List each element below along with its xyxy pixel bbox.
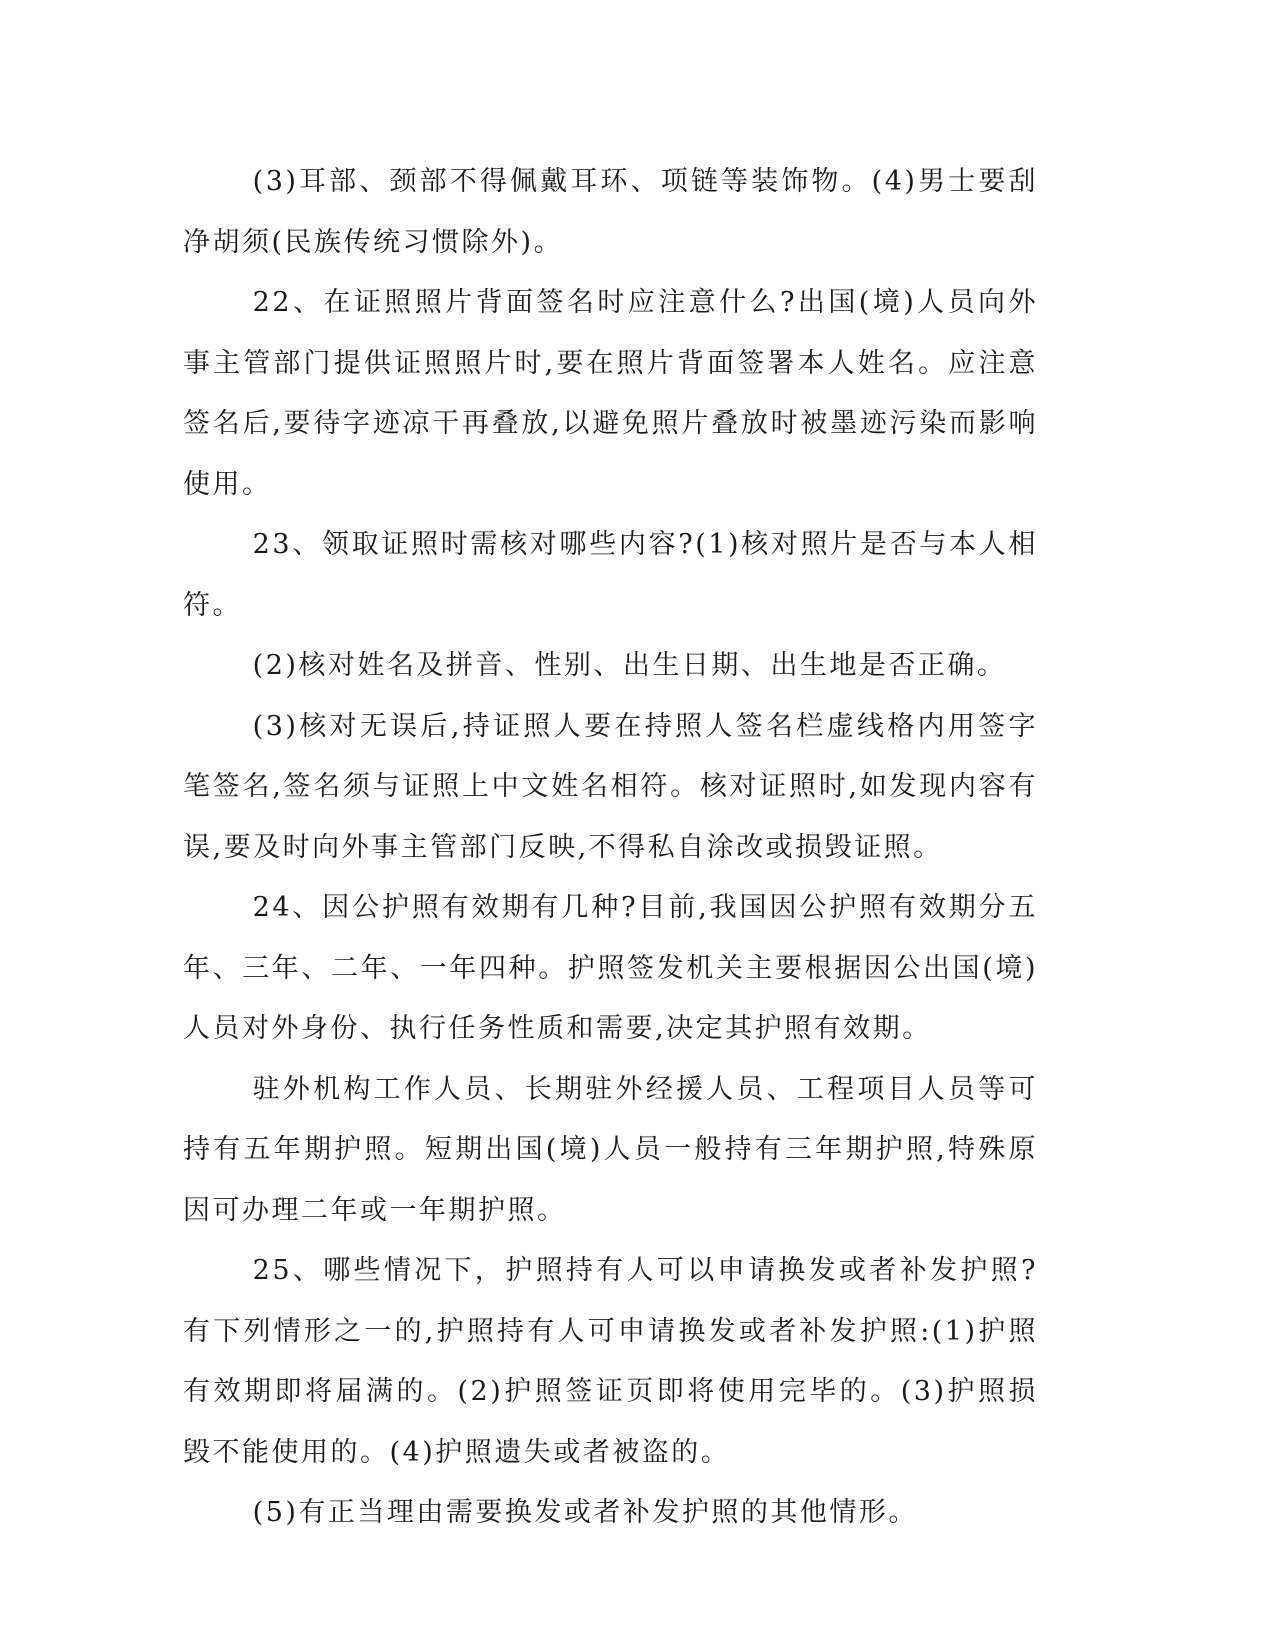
paragraph-q24-validity: 24、因公护照有效期有几种?目前,我国因公护照有效期分五年、三年、二年、一年四种。护照签发机关主要根据因公出国(境)人员对外身份、执行任务性质和需要,决定其护照有效期。: [183, 892, 1038, 1044]
paragraph-q25-item-5: (5)有正当理由需要换发或者补发护照的其他情形。: [252, 1497, 918, 1528]
paragraph-q23-verify-contents: 23、领取证照时需核对哪些内容?(1)核对照片是否与本人相符。: [183, 529, 1038, 621]
paragraph-q22-photo-signature: 22、在证照照片背面签名时应注意什么?出国(境)人员向外事主管部门提供证照照片时,要在照片背面签署本人姓名。应注意签名后,要待字迹凉干再叠放,以避免照片叠放时被墨迹污染而影响使用。: [183, 287, 1038, 500]
paragraph-grooming-rules: (3)耳部、颈部不得佩戴耳环、项链等装饰物。(4)男士要刮净胡须(民族传统习惯除外)。: [183, 166, 1038, 258]
paragraph-q23-item-2: (2)核对姓名及拼音、性别、出生日期、出生地是否正确。: [252, 650, 1007, 681]
paragraph-q23-item-3: (3)核对无误后,持证照人要在持照人签名栏虚线格内用签字笔签名,签名须与证照上中文姓名相符。核对证照时,如发现内容有误,要及时向外事主管部门反映,不得私自涂改或损毁证照。: [183, 710, 1038, 863]
paragraph-q24-holders: 驻外机构工作人员、长期驻外经援人员、工程项目人员等可持有五年期护照。短期出国(境)人员一般持有三年期护照,特殊原因可办理二年或一年期护照。: [183, 1073, 1038, 1226]
body-text: [183, 152, 1038, 1544]
paragraph-q25-renewal: 25、哪些情况下，护照持有人可以申请换发或者补发护照?有下列情形之一的,护照持有人可申请换发或者补发护照:(1)护照有效期即将届满的。(2)护照签证页即将使用完毕的。(3)护照损毁不能使用的。(4)护照遗失或者被盗的。: [183, 1255, 1038, 1468]
